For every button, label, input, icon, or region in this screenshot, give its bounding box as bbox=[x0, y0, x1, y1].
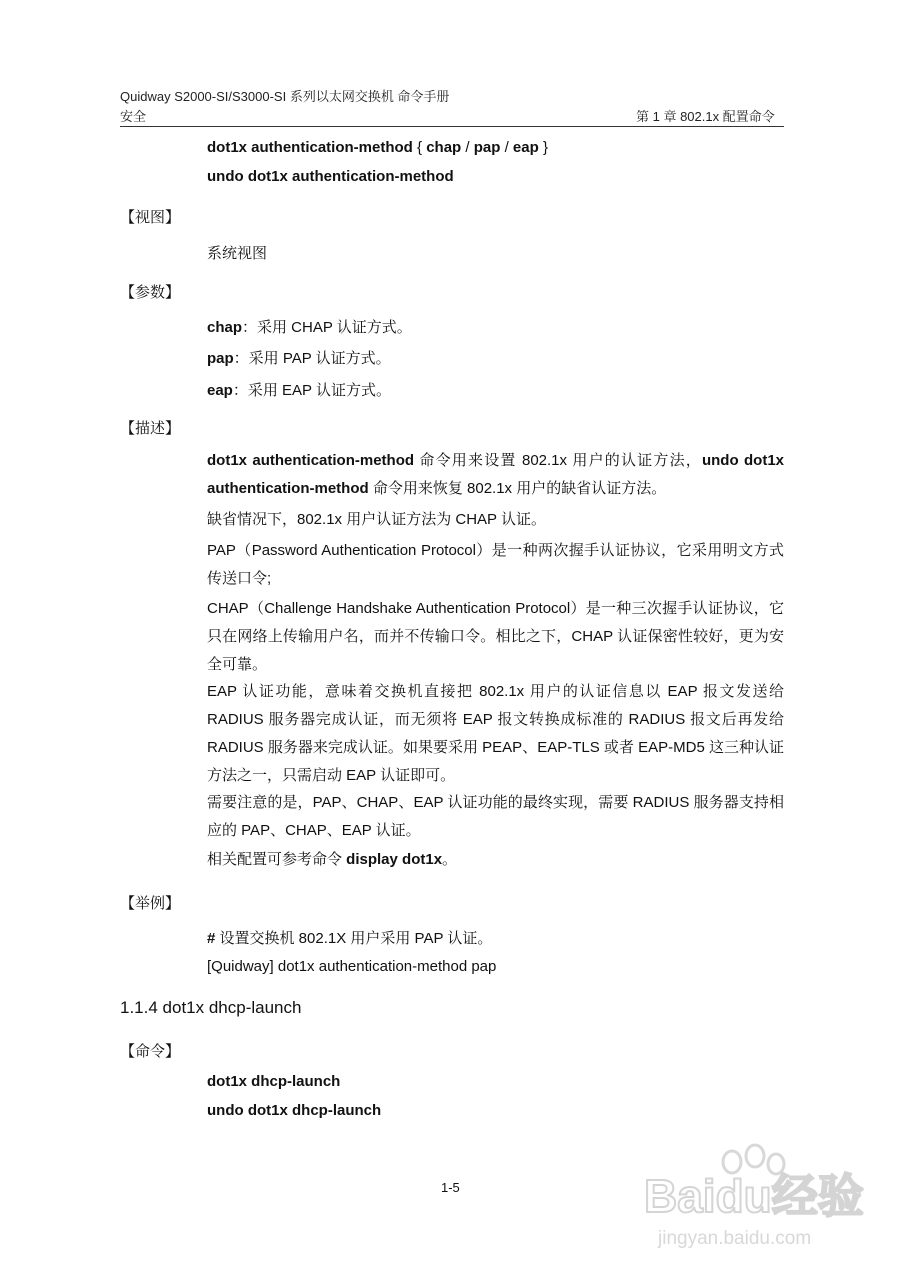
syntax-line-2: undo dot1x authentication-method bbox=[207, 168, 454, 185]
params-label: 【参数】 bbox=[120, 284, 181, 301]
syntax-option-eap: eap bbox=[512, 139, 539, 156]
description-para-7 bbox=[207, 846, 784, 874]
desc-cmd: dot1x authentication-method bbox=[207, 452, 415, 469]
description-para-6: 需要注意的是，PAP、CHAP、EAP 认证功能的最终实现，需要 RADIUS 服务器支持相应的 PAP、CHAP、EAP 认证。 bbox=[207, 794, 784, 839]
syntax-sep-2: / bbox=[500, 139, 513, 156]
param-name: chap bbox=[207, 319, 243, 336]
param-desc: ：采用 EAP 认证方式。 bbox=[232, 382, 391, 399]
syntax-option-pap: pap bbox=[473, 139, 501, 156]
param-desc: ：采用 CHAP 认证方式。 bbox=[242, 319, 412, 336]
desc-text: 命令用来恢复 802.1x 用户的缺省认证方法。 bbox=[368, 480, 667, 497]
description-para-4: CHAP（Challenge Handshake Authentication Protocol）是一种三次握手认证协议，它只在网络上传输用户名，而并不传输口令。相比之下，CHAP 认证保密性较好，更为安全可靠。 bbox=[207, 600, 784, 673]
desc-undo-cmd: undo dot1x authentication-method bbox=[207, 452, 785, 497]
desc-text: 命令用来设置 802.1x 用户的认证方法， bbox=[414, 452, 702, 469]
example-comment bbox=[207, 927, 492, 948]
desc-ref-cmd: display dot1x bbox=[346, 851, 443, 868]
header-chapter: 第 1 章 802.1x 配置命令 bbox=[636, 109, 775, 124]
description-para-1 bbox=[207, 447, 784, 503]
desc-text: 相关配置可参考命令 bbox=[207, 851, 347, 868]
example-hash: # bbox=[207, 930, 216, 947]
param-pap bbox=[207, 347, 391, 368]
watermark-brand: Baidu经验 bbox=[644, 1170, 864, 1222]
syntax-line-1 bbox=[207, 139, 548, 156]
syntax-option-chap: chap bbox=[426, 139, 462, 156]
view-label: 【视图】 bbox=[120, 209, 181, 226]
header-section: 安全 bbox=[120, 109, 147, 124]
example-comment-text: 设置交换机 802.1X 用户采用 PAP 认证。 bbox=[215, 930, 493, 947]
param-eap bbox=[207, 379, 391, 400]
command-line-1: dot1x dhcp-launch bbox=[207, 1073, 341, 1090]
command-label: 【命令】 bbox=[120, 1043, 181, 1060]
param-chap bbox=[207, 316, 412, 337]
desc-text: 。 bbox=[442, 851, 458, 868]
description-para-3: PAP（Password Authentication Protocol）是一种两次握手认证协议，它采用明文方式传送口令; bbox=[207, 542, 784, 587]
description-para-2: 缺省情况下，802.1x 用户认证方法为 CHAP 认证。 bbox=[207, 511, 546, 528]
command-line-2: undo dot1x dhcp-launch bbox=[207, 1102, 382, 1119]
baidu-watermark bbox=[640, 1140, 864, 1258]
watermark-url: jingyan.baidu.com bbox=[658, 1228, 812, 1249]
param-name: eap bbox=[207, 382, 233, 399]
description-para-5: EAP 认证功能，意味着交换机直接把 802.1x 用户的认证信息以 EAP 报文发送给 RADIUS 服务器完成认证，而无须将 EAP 报文转换成标准的 RADIUS 报文后再发给 RADIUS 服务器来完成认证。如果要采用 PEAP、EAP-TLS 或者 EAP-MD5 这三种认证方法之一，只需启动 EAP 认证即可。 bbox=[207, 683, 784, 784]
syntax-sep-1: / bbox=[461, 139, 474, 156]
example-code: [Quidway] dot1x authentication-method pap bbox=[207, 958, 497, 975]
syntax-command: dot1x authentication-method bbox=[207, 139, 413, 156]
syntax-brace-open: { bbox=[412, 139, 427, 156]
page-number: 1-5 bbox=[441, 1180, 460, 1195]
header-title: Quidway S2000-SI/S3000-SI 系列以太网交换机 命令手册 bbox=[120, 89, 450, 104]
header-rule bbox=[120, 126, 784, 127]
param-desc: ：采用 PAP 认证方式。 bbox=[233, 350, 391, 367]
example-label: 【举例】 bbox=[120, 895, 181, 912]
baidu-paw-logo bbox=[640, 1140, 864, 1258]
param-name: pap bbox=[207, 350, 234, 367]
syntax-brace-close: } bbox=[538, 139, 548, 156]
description-label: 【描述】 bbox=[120, 420, 181, 437]
section-heading: 1.1.4 dot1x dhcp-launch bbox=[120, 998, 302, 1017]
view-value: 系统视图 bbox=[207, 245, 268, 262]
